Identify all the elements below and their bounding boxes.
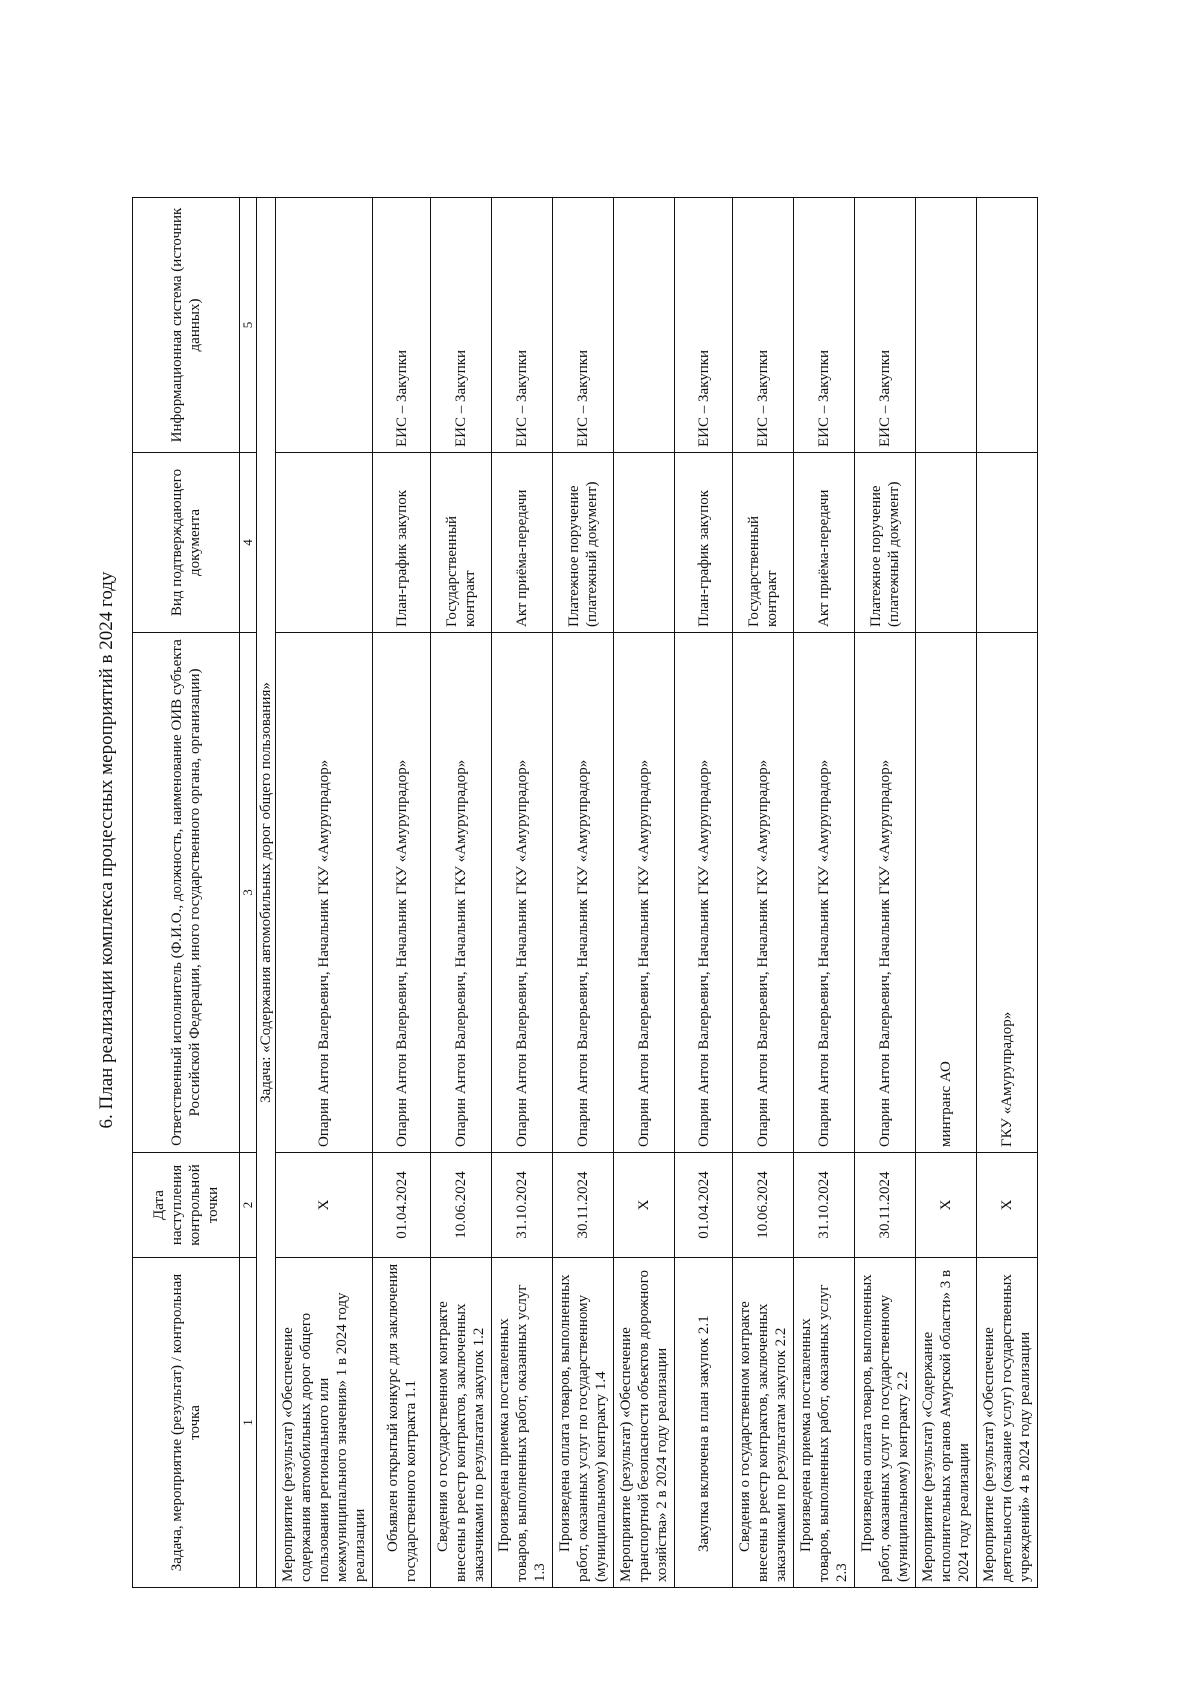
plan-table xyxy=(132,197,1038,1588)
responsible-cell: Опарин Антон Валерьевич, Начальник ГКУ «Амурупрадор» xyxy=(276,633,373,1153)
task-row xyxy=(257,198,276,1588)
header-cell: Дата наступления контрольной точки xyxy=(133,1153,240,1258)
column-number: 4 xyxy=(240,453,257,633)
date-cell: X xyxy=(276,1153,373,1258)
table-row xyxy=(431,198,492,1588)
date-cell: 10.06.2024 xyxy=(733,1153,794,1258)
document-cell: План-график закупок xyxy=(373,453,431,633)
table-row xyxy=(855,198,916,1588)
table-row xyxy=(276,198,373,1588)
activity-cell: Мероприятие (результат) «Обеспечение деятельности (оказание услуг) государственных учреждений» 4 в 2024 году реализации xyxy=(977,1258,1038,1588)
date-cell: X xyxy=(977,1153,1038,1258)
table-row xyxy=(492,198,553,1588)
activity-cell: Произведена приемка поставленных товаров, выполненных работ, оказанных услуг 2.3 xyxy=(794,1258,855,1588)
responsible-cell: Опарин Антон Валерьевич, Начальник ГКУ «Амурупрадор» xyxy=(855,633,916,1153)
page-title: 6. План реализации комплекса процессных мероприятий в 2024 году xyxy=(96,571,117,1129)
date-cell: 10.06.2024 xyxy=(431,1153,492,1258)
activity-cell: Сведения о государственном контракте внесены в реестр контрактов, заключенных заказчиками по результатам закупок 1.2 xyxy=(431,1258,492,1588)
table-row xyxy=(553,198,614,1588)
system-cell: ЕИС – Закупки xyxy=(794,198,855,453)
responsible-cell: Опарин Антон Валерьевич, Начальник ГКУ «Амурупрадор» xyxy=(614,633,675,1153)
column-number: 5 xyxy=(240,198,257,453)
date-cell: X xyxy=(916,1153,977,1258)
document-cell xyxy=(977,453,1038,633)
table-row xyxy=(614,198,675,1588)
system-cell xyxy=(977,198,1038,453)
table-row xyxy=(916,198,977,1588)
system-cell xyxy=(614,198,675,453)
date-cell: 31.10.2024 xyxy=(794,1153,855,1258)
system-cell xyxy=(916,198,977,453)
date-cell: 01.04.2024 xyxy=(373,1153,431,1258)
header-cell: Задача, мероприятие (результат) / контрольная точка xyxy=(133,1258,240,1588)
responsible-cell: Опарин Антон Валерьевич, Начальник ГКУ «Амурупрадор» xyxy=(553,633,614,1153)
responsible-cell: Опарин Антон Валерьевич, Начальник ГКУ «Амурупрадор» xyxy=(492,633,553,1153)
header-row xyxy=(133,198,240,1588)
responsible-cell: минтранс АО xyxy=(916,633,977,1153)
table-row xyxy=(977,198,1038,1588)
system-cell: ЕИС – Закупки xyxy=(431,198,492,453)
document-cell: Платежное поручение (платежный документ) xyxy=(855,453,916,633)
date-cell: 01.04.2024 xyxy=(675,1153,733,1258)
system-cell: ЕИС – Закупки xyxy=(553,198,614,453)
responsible-cell: Опарин Антон Валерьевич, Начальник ГКУ «Амурупрадор» xyxy=(675,633,733,1153)
system-cell: ЕИС – Закупки xyxy=(855,198,916,453)
document-cell: Государственный контракт xyxy=(431,453,492,633)
table-row xyxy=(794,198,855,1588)
activity-cell: Мероприятие (результат) «Содержание исполнительных органов Амурской области» 3 в 2024 году реализации xyxy=(916,1258,977,1588)
activity-cell: Произведена оплата товаров, выполненных работ, оказанных услуг по государственному (муниципальному) контракту 2.2 xyxy=(855,1258,916,1588)
column-number: 1 xyxy=(240,1258,257,1588)
responsible-cell: ГКУ «Амурупрадор» xyxy=(977,633,1038,1153)
table-row xyxy=(373,198,431,1588)
document-cell xyxy=(276,453,373,633)
responsible-cell: Опарин Антон Валерьевич, Начальник ГКУ «Амурупрадор» xyxy=(794,633,855,1153)
activity-cell: Мероприятие (результат) «Обеспечение содержания автомобильных дорог общего пользования регионального или межмуниципального значения» 1 в 2024 году реализации xyxy=(276,1258,373,1588)
column-number: 2 xyxy=(240,1153,257,1258)
date-cell: 30.11.2024 xyxy=(553,1153,614,1258)
task-title: Задача: «Содержания автомобильных дорог общего пользования» xyxy=(257,198,276,1588)
responsible-cell: Опарин Антон Валерьевич, Начальник ГКУ «Амурупрадор» xyxy=(373,633,431,1153)
activity-cell: Сведения о государственном контракте внесены в реестр контрактов, заключенных заказчиками по результатам закупок 2.2 xyxy=(733,1258,794,1588)
document-cell: Платежное поручение (платежный документ) xyxy=(553,453,614,633)
responsible-cell: Опарин Антон Валерьевич, Начальник ГКУ «Амурупрадор» xyxy=(733,633,794,1153)
activity-cell: Произведена приемка поставленных товаров, выполненных работ, оказанных услуг 1.3 xyxy=(492,1258,553,1588)
document-cell xyxy=(916,453,977,633)
document-cell xyxy=(614,453,675,633)
responsible-cell: Опарин Антон Валерьевич, Начальник ГКУ «Амурупрадор» xyxy=(431,633,492,1153)
date-cell: 30.11.2024 xyxy=(855,1153,916,1258)
header-cell: Вид подтверждающего документа xyxy=(133,453,240,633)
document-cell: План-график закупок xyxy=(675,453,733,633)
activity-cell: Закупка включена в план закупок 2.1 xyxy=(675,1258,733,1588)
activity-cell: Объявлен открытый конкурс для заключения государственного контракта 1.1 xyxy=(373,1258,431,1588)
rotated-page xyxy=(0,100,1100,1700)
system-cell: ЕИС – Закупки xyxy=(492,198,553,453)
document-cell: Акт приёма-передачи xyxy=(492,453,553,633)
activity-cell: Мероприятие (результат) «Обеспечение транспортной безопасности объектов дорожного хозяйства» 2 в 2024 году реализации xyxy=(614,1258,675,1588)
table-row xyxy=(675,198,733,1588)
system-cell xyxy=(276,198,373,453)
date-cell: 31.10.2024 xyxy=(492,1153,553,1258)
system-cell: ЕИС – Закупки xyxy=(733,198,794,453)
system-cell: ЕИС – Закупки xyxy=(675,198,733,453)
activity-cell: Произведена оплата товаров, выполненных работ, оказанных услуг по государственному (муниципальному) контракту 1.4 xyxy=(553,1258,614,1588)
column-number: 3 xyxy=(240,633,257,1153)
document-cell: Акт приёма-передачи xyxy=(794,453,855,633)
table-row xyxy=(733,198,794,1588)
document-cell: Государственный контракт xyxy=(733,453,794,633)
header-cell: Информационная система (источник данных) xyxy=(133,198,240,453)
column-number-row xyxy=(240,198,257,1588)
header-cell: Ответственный исполнитель (Ф.И.О., должность, наименование ОИВ субъекта Российской Федерации, иного государственного органа, организации) xyxy=(133,633,240,1153)
date-cell: X xyxy=(614,1153,675,1258)
system-cell: ЕИС – Закупки xyxy=(373,198,431,453)
